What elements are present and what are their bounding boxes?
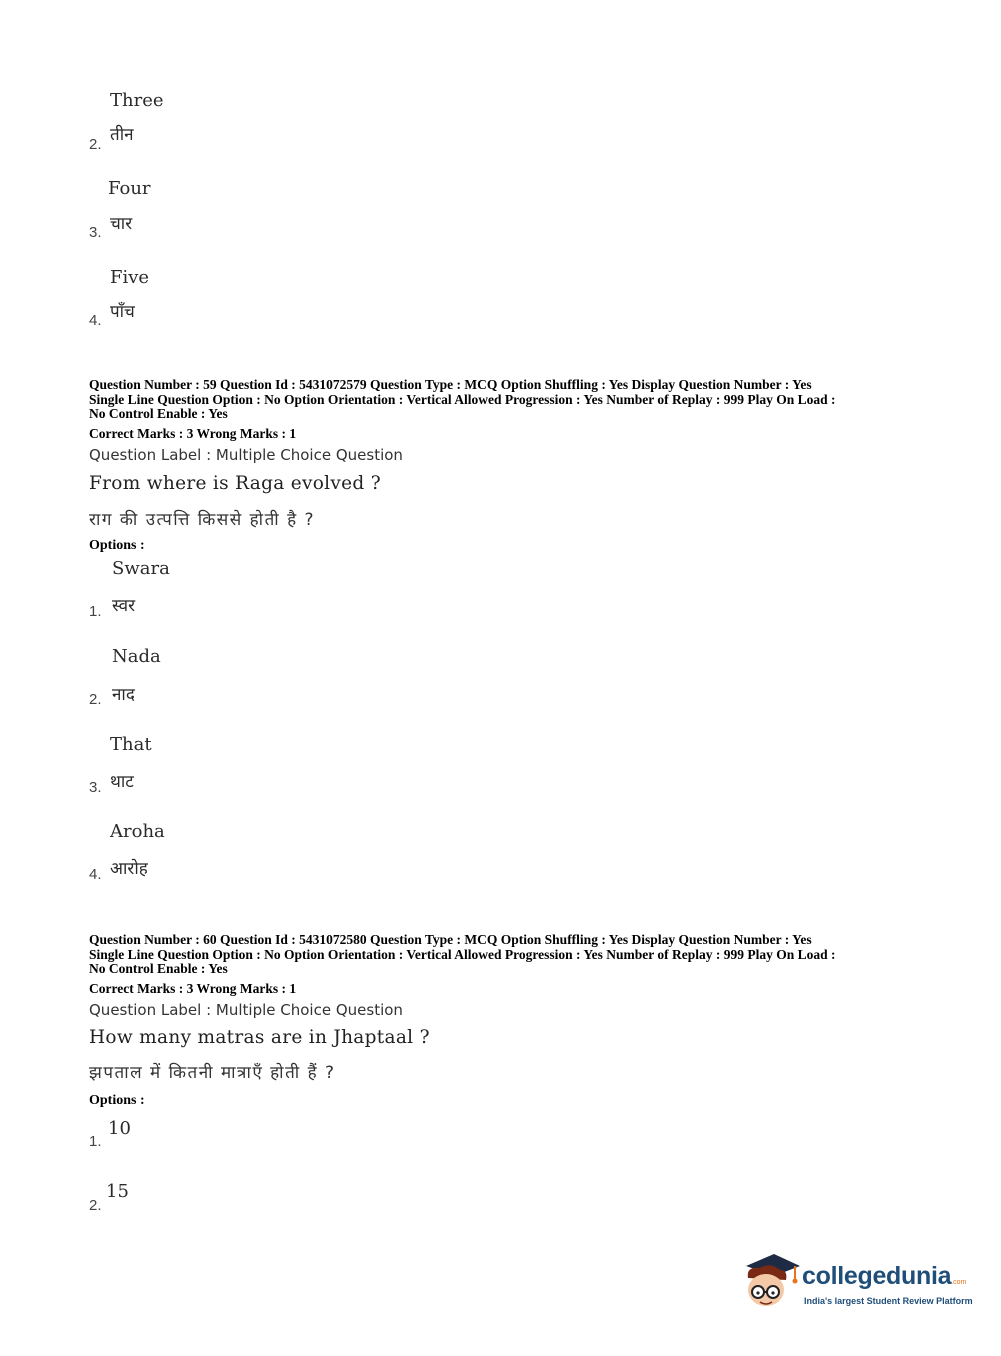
question-meta-line: No Control Enable : Yes bbox=[89, 961, 228, 976]
option-number: 2. bbox=[89, 136, 102, 153]
question-meta-line: Single Line Question Option : No Option Orientation : Vertical Allowed Progression : Yes Number of Replay : 999 Play On Load : bbox=[89, 392, 836, 407]
question-marks: Correct Marks : 3 Wrong Marks : 1 bbox=[89, 426, 297, 441]
option-number: 2. bbox=[89, 1197, 102, 1214]
option-hindi: नाद bbox=[112, 685, 135, 705]
question-meta-line: No Control Enable : Yes bbox=[89, 406, 228, 421]
question-text-english: From where is Raga evolved ? bbox=[89, 473, 381, 494]
question-meta-line: Question Number : 60 Question Id : 5431072580 Question Type : MCQ Option Shuffling : Yes Display Question Number : Yes bbox=[89, 932, 812, 947]
option-number: 4. bbox=[89, 866, 102, 883]
option-hindi: थाट bbox=[110, 772, 134, 792]
option-hindi: आरोह bbox=[110, 859, 148, 879]
option-english: Three bbox=[110, 90, 164, 111]
option-hindi: स्वर bbox=[112, 596, 136, 616]
option-english: Five bbox=[110, 267, 150, 288]
question-text-hindi: राग की उत्पत्ति किससे होती है ? bbox=[89, 510, 316, 530]
option-number: 1. bbox=[89, 1133, 102, 1150]
option-hindi: चार bbox=[110, 214, 133, 234]
option-english: That bbox=[110, 734, 152, 755]
question-marks: Correct Marks : 3 Wrong Marks : 1 bbox=[89, 981, 297, 996]
question-text-english: How many matras are in Jhaptaal ? bbox=[89, 1027, 430, 1048]
question-meta-line: Question Number : 59 Question Id : 5431072579 Question Type : MCQ Option Shuffling : Yes Display Question Number : Yes bbox=[89, 377, 812, 392]
question-text-hindi: झपताल में कितनी मात्राएँ होती हैं ? bbox=[89, 1063, 336, 1083]
option-number: 3. bbox=[89, 224, 102, 241]
option-number: 1. bbox=[89, 603, 102, 620]
option-english: Aroha bbox=[110, 821, 165, 842]
question-meta-line: Single Line Question Option : No Option Orientation : Vertical Allowed Progression : Yes Number of Replay : 999 Play On Load : bbox=[89, 947, 836, 962]
collegedunia-logo bbox=[740, 1248, 973, 1318]
option-hindi: पाँच bbox=[110, 302, 135, 322]
mascot-icon bbox=[740, 1248, 802, 1314]
logo-suffix: .com bbox=[951, 1279, 967, 1286]
options-heading: Options : bbox=[89, 538, 145, 553]
option-english: Four bbox=[108, 178, 151, 199]
option-hindi: तीन bbox=[110, 125, 134, 145]
option-value: 10 bbox=[108, 1118, 131, 1139]
logo-name: collegedunia bbox=[802, 1262, 952, 1290]
options-heading: Options : bbox=[89, 1093, 145, 1108]
option-value: 15 bbox=[106, 1181, 129, 1202]
option-number: 4. bbox=[89, 312, 102, 329]
question-label: Question Label : Multiple Choice Question bbox=[89, 1001, 403, 1019]
option-number: 3. bbox=[89, 779, 102, 796]
option-number: 2. bbox=[89, 691, 102, 708]
option-english: Swara bbox=[112, 558, 170, 579]
logo-wordmark bbox=[802, 1262, 966, 1291]
logo-tagline: India's largest Student Review Platform bbox=[804, 1296, 973, 1306]
question-label: Question Label : Multiple Choice Question bbox=[89, 446, 403, 464]
option-english: Nada bbox=[112, 646, 161, 667]
